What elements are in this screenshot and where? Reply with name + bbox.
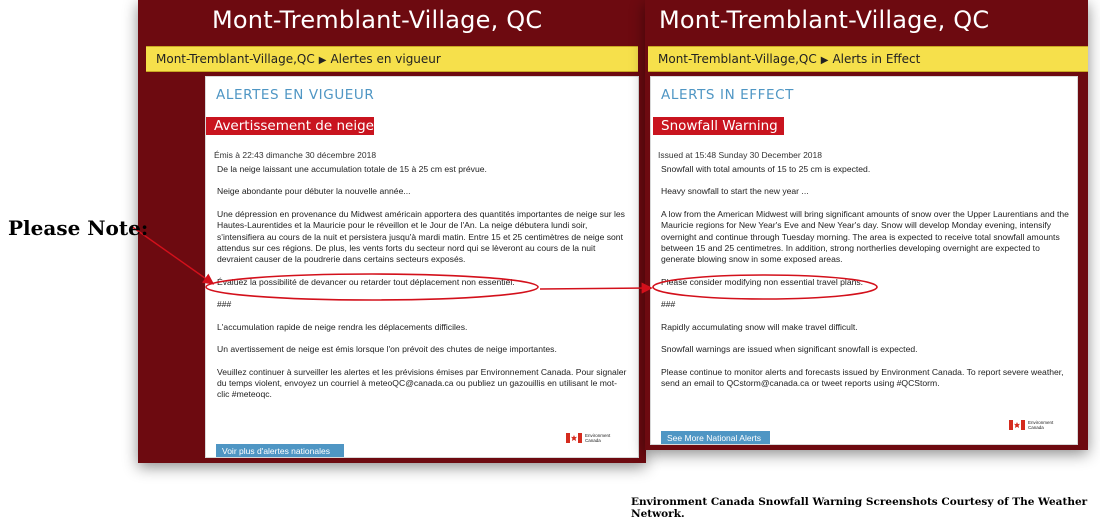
page-title: Mont-Tremblant-Village, QC: [659, 6, 990, 34]
connector-arrow-line: [540, 288, 650, 289]
english-highlight-ellipse: [653, 275, 877, 299]
breadcrumb-current-page: Alertes en vigueur: [330, 52, 441, 66]
more-alerts-button[interactable]: See More National Alerts: [661, 431, 770, 445]
alert-paragraph: Heavy snowfall to start the new year ...: [661, 186, 809, 197]
alert-paragraph: Please continue to monitor alerts and forecasts issued by Environment Canada. To report severe weather, send an email to QCstorm@canada.ca or tweet reports using #QCStorm.: [661, 366, 1064, 388]
breadcrumb-location-link[interactable]: Mont-Tremblant-Village,QC: [156, 52, 315, 66]
alert-paragraph: Snowfall warnings are issued when significant snowfall is expected.: [661, 344, 918, 355]
alert-paragraph: Rapidly accumulating snow will make travel difficult.: [661, 321, 858, 332]
page-title: Mont-Tremblant-Village, QC: [212, 6, 543, 34]
alert-paragraph: Un avertissement de neige est émis lorsque l'on prévoit des chutes de neige importantes.: [217, 344, 557, 355]
issued-timestamp: Émis à 22:43 dimanche 30 décembre 2018: [214, 150, 377, 160]
warning-banner: Snowfall Warning: [653, 117, 784, 135]
panel-heading: ALERTS IN EFFECT: [661, 87, 795, 103]
alert-paragraph: Veuillez continuer à surveiller les alertes et les prévisions émises par Environnement Canada. Pour signaler du temps violent, envoyez un courriel à meteoQC@canada.ca ou publiez un gazouillis en utilisant le mot-clic #meteoqc.: [217, 366, 627, 400]
alert-paragraph: Neige abondante pour débuter la nouvelle année...: [217, 186, 411, 197]
breadcrumb-current-page: Alerts in Effect: [832, 52, 921, 66]
breadcrumb-arrow-icon: ▶: [318, 55, 327, 66]
alert-paragraph: A low from the American Midwest will bring significant amounts of snow over the Upper Laurentians and the Mauricie regions for New Year's Eve and New Year's day. Snow will develop Monday evening, intensify overnight and continue through Tuesday morning. The area is expected to receive total snowfall amounts between 15 and 25 centimetres. In addition, strong northerlies developing overnight are expected to generate blowing snow in some exposed areas.: [661, 208, 1069, 265]
alert-paragraph: De la neige laissant une accumulation totale de 15 à 25 cm est prévue.: [217, 164, 487, 174]
please-note-label: Please Note:: [8, 216, 149, 240]
alert-paragraph: Snowfall with total amounts of 15 to 25 cm is expected.: [661, 164, 871, 174]
alert-paragraph: ###: [217, 299, 232, 310]
panel-heading: ALERTES EN VIGUEUR: [216, 87, 375, 103]
alert-paragraph-travel-advice: Please consider modifying non essential travel plans.: [661, 276, 864, 287]
warning-banner: Avertissement de neige: [206, 117, 374, 135]
environment-canada-logo: Environment Canada: [566, 433, 610, 443]
alert-paragraph-travel-advice: Évaluez la possibilité de devancer ou retarder tout déplacement non essentiel.: [217, 276, 515, 287]
more-alerts-button[interactable]: Voir plus d'alertes nationales: [216, 444, 344, 458]
alert-paragraph: Une dépression en provenance du Midwest américain apportera des quantités importantes de neige sur les Hautes-Laurentides et la Mauricie pour le réveillon et le Jour de l'An. La neige débutera lundi soir, s'intensifiera au cours de la nuit et persistera jusqu'à mardi matin. Entre 15 et 25 centimètres de neige sont attendus sur ces régions. De plus, les vents forts du secteur nord qui se lèveront au cours de la nuit devraient causer de la poudrerie dans certains secteurs exposés.: [217, 208, 625, 265]
french-highlight-ellipse: [206, 274, 538, 300]
issued-timestamp: Issued at 15:48 Sunday 30 December 2018: [658, 150, 822, 160]
breadcrumb-location-link[interactable]: Mont-Tremblant-Village,QC: [658, 52, 817, 66]
alert-paragraph: L'accumulation rapide de neige rendra les déplacements difficiles.: [217, 321, 468, 332]
screenshot-credit: Environment Canada Snowfall Warning Screenshots Courtesy of The Weather Network.: [631, 496, 1088, 520]
breadcrumb-arrow-icon: ▶: [820, 55, 829, 66]
environment-canada-logo: Environment Canada: [1009, 420, 1053, 430]
alert-paragraph: ###: [661, 299, 676, 310]
